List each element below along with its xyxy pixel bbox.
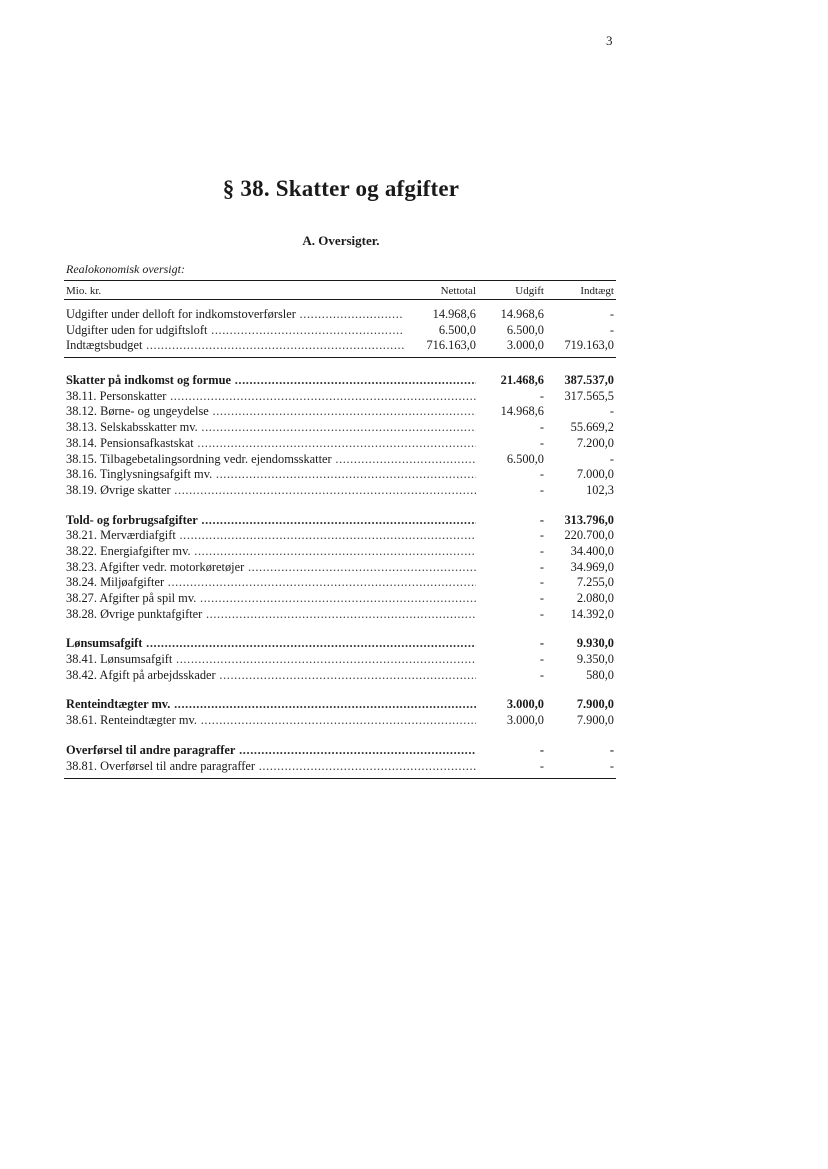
row-label: 38.14. Pensionsafkastskat ..... bbox=[66, 436, 476, 452]
indtaegt-value: 580,0 bbox=[586, 667, 614, 682]
table-row bbox=[64, 436, 616, 452]
udgift-value: 6.500,0 bbox=[506, 322, 544, 337]
page-number: 3 bbox=[606, 33, 613, 48]
col-header-indtaegt: Indtægt bbox=[580, 285, 614, 297]
udgift-value: 3.000,0 bbox=[506, 338, 544, 353]
overview-table bbox=[64, 280, 616, 779]
udgift-value: - bbox=[539, 667, 544, 682]
row-label: Indtægtsbudget ..... bbox=[66, 338, 404, 354]
indtaegt-value: - bbox=[609, 404, 614, 419]
indtaegt-value: - bbox=[609, 322, 614, 337]
udgift-value: - bbox=[539, 575, 544, 590]
row-label: 38.28. Øvrige punktafgifter ..... bbox=[66, 607, 476, 623]
section-heading-label: Told- og forbrugsafgifter ..... bbox=[66, 513, 476, 529]
indtaegt-value: 34.400,0 bbox=[570, 543, 614, 558]
table-row bbox=[64, 389, 616, 405]
row-label: Udgifter uden for udgiftsloft ..... bbox=[66, 323, 404, 339]
indtaegt-value: 14.392,0 bbox=[570, 606, 614, 621]
table-row bbox=[64, 528, 616, 544]
col-header-udgift: Udgift bbox=[515, 285, 544, 297]
indtaegt-value: 7.000,0 bbox=[576, 467, 614, 482]
row-label: 38.22. Energiafgifter mv. ..... bbox=[66, 544, 476, 560]
table-row bbox=[64, 544, 616, 560]
row-label: 38.12. Børne- og ungeydelse ..... bbox=[66, 404, 476, 420]
table-row bbox=[64, 452, 616, 468]
table-caption: Realokonomisk oversigt: bbox=[66, 262, 185, 276]
nettotal-value: 6.500,0 bbox=[438, 322, 476, 337]
indtaegt-value: 9.350,0 bbox=[576, 652, 614, 667]
udgift-value: 3.000,0 bbox=[506, 697, 544, 712]
table-row bbox=[64, 652, 616, 668]
col-header-nettotal: Nettotal bbox=[440, 285, 476, 297]
row-label: 38.16. Tinglysningsafgift mv. ..... bbox=[66, 467, 476, 483]
nettotal-value: 14.968,6 bbox=[432, 307, 476, 321]
table-row bbox=[64, 560, 616, 576]
udgift-value: - bbox=[539, 388, 544, 403]
table-row bbox=[64, 713, 616, 729]
udgift-value: 6.500,0 bbox=[506, 451, 544, 466]
table-bottom-rule bbox=[64, 778, 616, 779]
udgift-value: - bbox=[539, 606, 544, 621]
indtaegt-value: 34.969,0 bbox=[570, 559, 614, 574]
udgift-value: - bbox=[539, 482, 544, 497]
table-row bbox=[64, 467, 616, 483]
table-row bbox=[64, 591, 616, 607]
section-heading-label: Skatter på indkomst og formue ..... bbox=[66, 373, 476, 389]
indtaegt-value: 9.930,0 bbox=[576, 636, 614, 651]
nettotal-value: 716.163,0 bbox=[426, 338, 476, 353]
udgift-value: - bbox=[539, 758, 544, 773]
udgift-value: - bbox=[539, 512, 544, 527]
indtaegt-value: 7.900,0 bbox=[576, 713, 614, 728]
udgift-value: - bbox=[539, 543, 544, 558]
indtaegt-value: 317.565,5 bbox=[564, 388, 614, 403]
top-row-indtaegtsbudget bbox=[64, 338, 616, 354]
indtaegt-value: - bbox=[609, 742, 614, 757]
section-heading-told bbox=[64, 513, 616, 529]
table-header-row bbox=[64, 281, 616, 299]
row-label: 38.13. Selskabsskatter mv. ..... bbox=[66, 420, 476, 436]
table-row bbox=[64, 575, 616, 591]
row-label: 38.11. Personskatter ..... bbox=[66, 389, 476, 405]
indtaegt-value: 7.255,0 bbox=[576, 575, 614, 590]
indtaegt-value: - bbox=[609, 307, 614, 321]
udgift-value: 14.968,6 bbox=[500, 404, 544, 419]
indtaegt-value: 313.796,0 bbox=[564, 512, 614, 527]
indtaegt-value: 220.700,0 bbox=[564, 528, 614, 543]
section-heading-rente bbox=[64, 697, 616, 713]
section-heading-label: Renteindtægter mv. ..... bbox=[66, 697, 476, 713]
indtaegt-value: 102,3 bbox=[586, 482, 614, 497]
row-label: 38.21. Merværdiafgift ..... bbox=[66, 528, 476, 544]
section-heading-label: Lønsumsafgift ..... bbox=[66, 636, 476, 652]
udgift-value: - bbox=[539, 435, 544, 450]
table-row bbox=[64, 759, 616, 775]
indtaegt-value: 2.080,0 bbox=[576, 591, 614, 605]
row-label: 38.81. Overførsel til andre paragraffer ..... bbox=[66, 759, 476, 775]
row-label: 38.15. Tilbagebetalingsordning vedr. ejendomsskatter ..... bbox=[66, 452, 476, 468]
table-row bbox=[64, 607, 616, 623]
udgift-value: - bbox=[539, 467, 544, 482]
udgift-value: - bbox=[539, 420, 544, 435]
indtaegt-value: 7.200,0 bbox=[576, 435, 614, 450]
row-label: 38.61. Renteindtægter mv. ..... bbox=[66, 713, 476, 729]
top-row-uden-udgiftsloft bbox=[64, 323, 616, 339]
row-label: 38.24. Miljøafgifter ..... bbox=[66, 575, 476, 591]
top-row-delloft bbox=[64, 307, 616, 323]
udgift-value: 14.968,6 bbox=[500, 307, 544, 321]
row-label: 38.42. Afgift på arbejdsskader ..... bbox=[66, 668, 476, 684]
section-subtitle: A. Oversigter. bbox=[302, 233, 380, 248]
udgift-value: - bbox=[539, 591, 544, 605]
table-row bbox=[64, 420, 616, 436]
indtaegt-value: 387.537,0 bbox=[564, 373, 614, 388]
udgift-value: - bbox=[539, 742, 544, 757]
udgift-value: 21.468,6 bbox=[500, 373, 544, 388]
section-heading-label: Overførsel til andre paragraffer ..... bbox=[66, 743, 476, 759]
udgift-value: - bbox=[539, 636, 544, 651]
row-label: 38.19. Øvrige skatter ..... bbox=[66, 483, 476, 499]
row-label: Udgifter under delloft for indkomstoverførsler ..... bbox=[66, 307, 404, 323]
section-heading-lonsum bbox=[64, 636, 616, 652]
udgift-value: - bbox=[539, 559, 544, 574]
table-row bbox=[64, 404, 616, 420]
section-heading-indkomst bbox=[64, 373, 616, 389]
udgift-value: 3.000,0 bbox=[506, 713, 544, 728]
section-heading-overforsel bbox=[64, 743, 616, 759]
table-row bbox=[64, 483, 616, 499]
row-label: 38.41. Lønsumsafgift ..... bbox=[66, 652, 476, 668]
indtaegt-value: - bbox=[609, 451, 614, 466]
indtaegt-value: - bbox=[609, 758, 614, 773]
udgift-value: - bbox=[539, 652, 544, 667]
row-label: 38.27. Afgifter på spil mv. ..... bbox=[66, 591, 476, 607]
col-header-unit: Mio. kr. bbox=[66, 285, 102, 297]
udgift-value: - bbox=[539, 528, 544, 543]
indtaegt-value: 7.900,0 bbox=[576, 697, 614, 712]
indtaegt-value: 55.669,2 bbox=[570, 420, 614, 435]
table-row bbox=[64, 668, 616, 684]
row-label: 38.23. Afgifter vedr. motorkøretøjer ..... bbox=[66, 560, 476, 576]
page-title: § 38. Skatter og afgifter bbox=[222, 176, 460, 201]
indtaegt-value: 719.163,0 bbox=[564, 338, 614, 353]
